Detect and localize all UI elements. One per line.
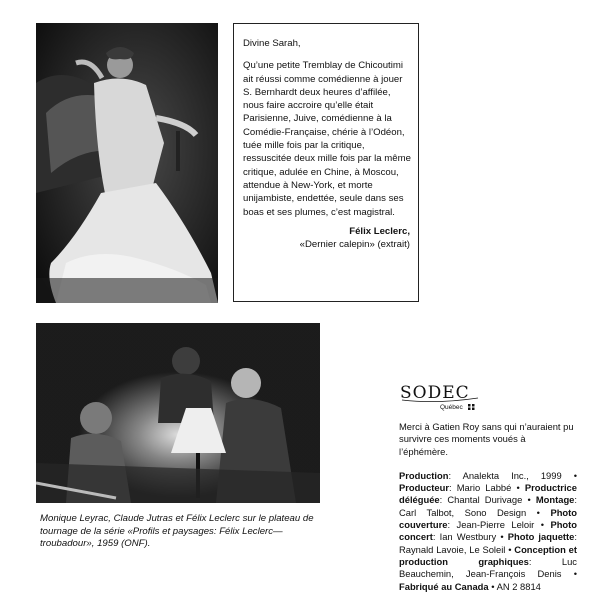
sarah-bernhardt-photo: [36, 23, 218, 303]
credit-label: Montage: [535, 494, 575, 506]
logo-name-text: SODEC: [400, 383, 470, 403]
credits-list: Production: Analekta Inc., 1999 • Producteur: Mario Labbé • Productrice déléguée: Chantal Durivage • Montage: Carl Talbot, Sono Design • Photo couverture: Jean-Pierre Leloir • Photo concert: Ian Westbury • Photo jaquette: Raynald Lavoie, Le Soleil • Conception et production graphiques: Luc Beauchemin, Jean-François Denis • Fabriqué au Canada • AN 2 8814: [399, 469, 578, 592]
credit-value: Chantal Durivage: [447, 494, 523, 506]
credit-value: Raynald Lavoie, Le Soleil: [399, 543, 506, 555]
credit-value: Luc Beauchemin, Jean-François Denis: [399, 555, 577, 580]
credit-label: Fabriqué au Canada: [399, 580, 489, 592]
signature-source: «Dernier calepin» (extrait): [299, 239, 410, 251]
credit-label: Productrice déléguée: [399, 482, 577, 506]
credit-value: Ian Westbury: [439, 531, 497, 543]
credit-label: Photo concert: [399, 519, 577, 543]
photo-caption: Monique Leyrac, Claude Jutras et Félix Leclerc sur le plateau de tournage de la série «Profils et paysages: Félix Leclerc— troubadour», 1959 (ONF).: [40, 513, 314, 550]
letter-box: [233, 23, 419, 302]
credit-label: Photo couverture: [399, 506, 578, 531]
credit-value: Carl Talbot, Sono Design: [399, 506, 527, 518]
credits-block: [399, 421, 577, 593]
credit-value: Jean-Pierre Leloir: [456, 519, 535, 531]
credit-label: Photo jaquette: [507, 531, 575, 543]
letter-body: Qu’une petite Tremblay de Chicoutimi ait réussi comme comédienne à jouer S. Bernhardt deux heures d’affilée, nous faire accroire qu’elle était Parisienne, Juive, comédienne à la Comédie-Française, chérie à l’Odéon, tuée mille fois par la critique, ressuscitée deux mille fois par la même critique, adulée en Chine, à Moscou, attendue à New-York, et morte unijambiste, endettée, seule dans ses boas et ses plumes, c’est magistral.: [243, 60, 411, 218]
logo-sub-text: Québec: [440, 404, 463, 411]
catalog-number: AN 2 8814: [496, 580, 541, 592]
thanks-text: Merci à Gatien Roy sans qui n’auraient pu survivre ces moments voués à l’éphémère.: [399, 421, 574, 457]
sodec-logo: [398, 378, 484, 414]
signature-name: Félix Leclerc,: [349, 225, 410, 237]
credit-value: Mario Labbé: [456, 482, 512, 494]
credit-label: Conception et production graphiques: [399, 543, 577, 567]
credit-label: Producteur: [399, 482, 450, 494]
letter-salutation: Divine Sarah,: [243, 38, 301, 49]
credit-value: Analekta Inc., 1999: [462, 469, 562, 481]
film-set-photo: [36, 323, 320, 503]
credit-label: Production: [399, 469, 449, 481]
letter-signature: [243, 225, 412, 252]
